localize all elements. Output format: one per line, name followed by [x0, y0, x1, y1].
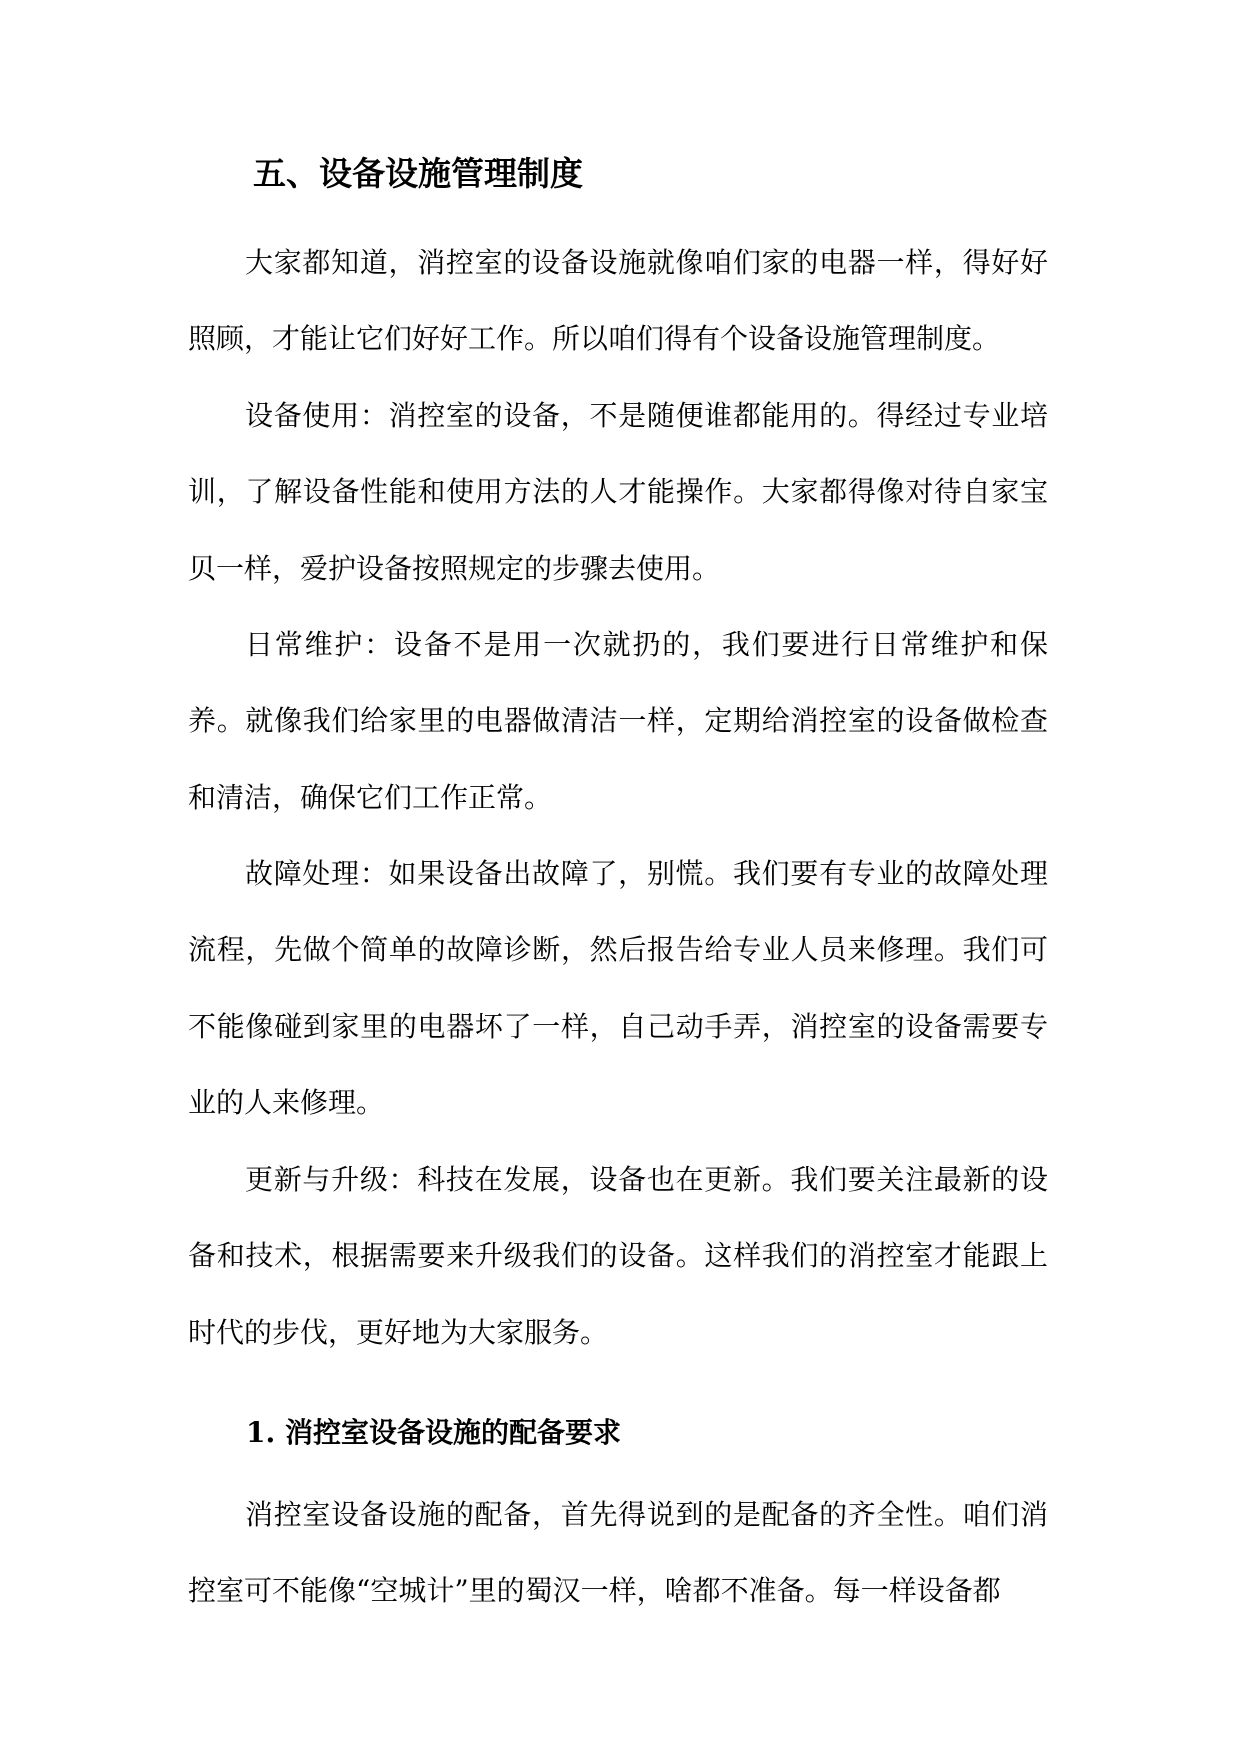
paragraph-update-upgrade: 更新与升级：科技在发展，设备也在更新。我们要关注最新的设备和技术，根据需要来升级我们的设备。这样我们的消控室才能跟上时代的步伐，更好地为大家服务。 — [188, 1163, 1048, 1349]
paragraph-fault-handling: 故障处理：如果设备出故障了，别慌。我们要有专业的故障处理流程，先做个简单的故障诊断，然后报告给专业人员来修理。我们可不能像碰到家里的电器坏了一样，自己动手弄，消控室的设备需要专业的人来修理。 — [188, 857, 1048, 1120]
section-heading: 五、设备设施管理制度 — [253, 154, 583, 193]
paragraph-daily-maintenance: 日常维护：设备不是用一次就扔的，我们要进行日常维护和保养。就像我们给家里的电器做清洁一样，定期给消控室的设备做检查和清洁，确保它们工作正常。 — [188, 628, 1048, 814]
paragraph-intro: 大家都知道，消控室的设备设施就像咱们家的电器一样，得好好照顾，才能让它们好好工作。所以咱们得有个设备设施管理制度。 — [188, 246, 1048, 356]
paragraph-configuration: 消控室设备设施的配备，首先得说到的是配备的齐全性。咱们消控室可不能像“空城计”里的蜀汉一样，啥都不准备。每一样设备都 — [188, 1498, 1048, 1608]
paragraph-equipment-use: 设备使用：消控室的设备，不是随便谁都能用的。得经过专业培训，了解设备性能和使用方法的人才能操作。大家都得像对待自家宝贝一样，爱护设备按照规定的步骤去使用。 — [188, 399, 1048, 585]
subsection-heading: 1. 消控室设备设施的配备要求 — [246, 1416, 621, 1449]
